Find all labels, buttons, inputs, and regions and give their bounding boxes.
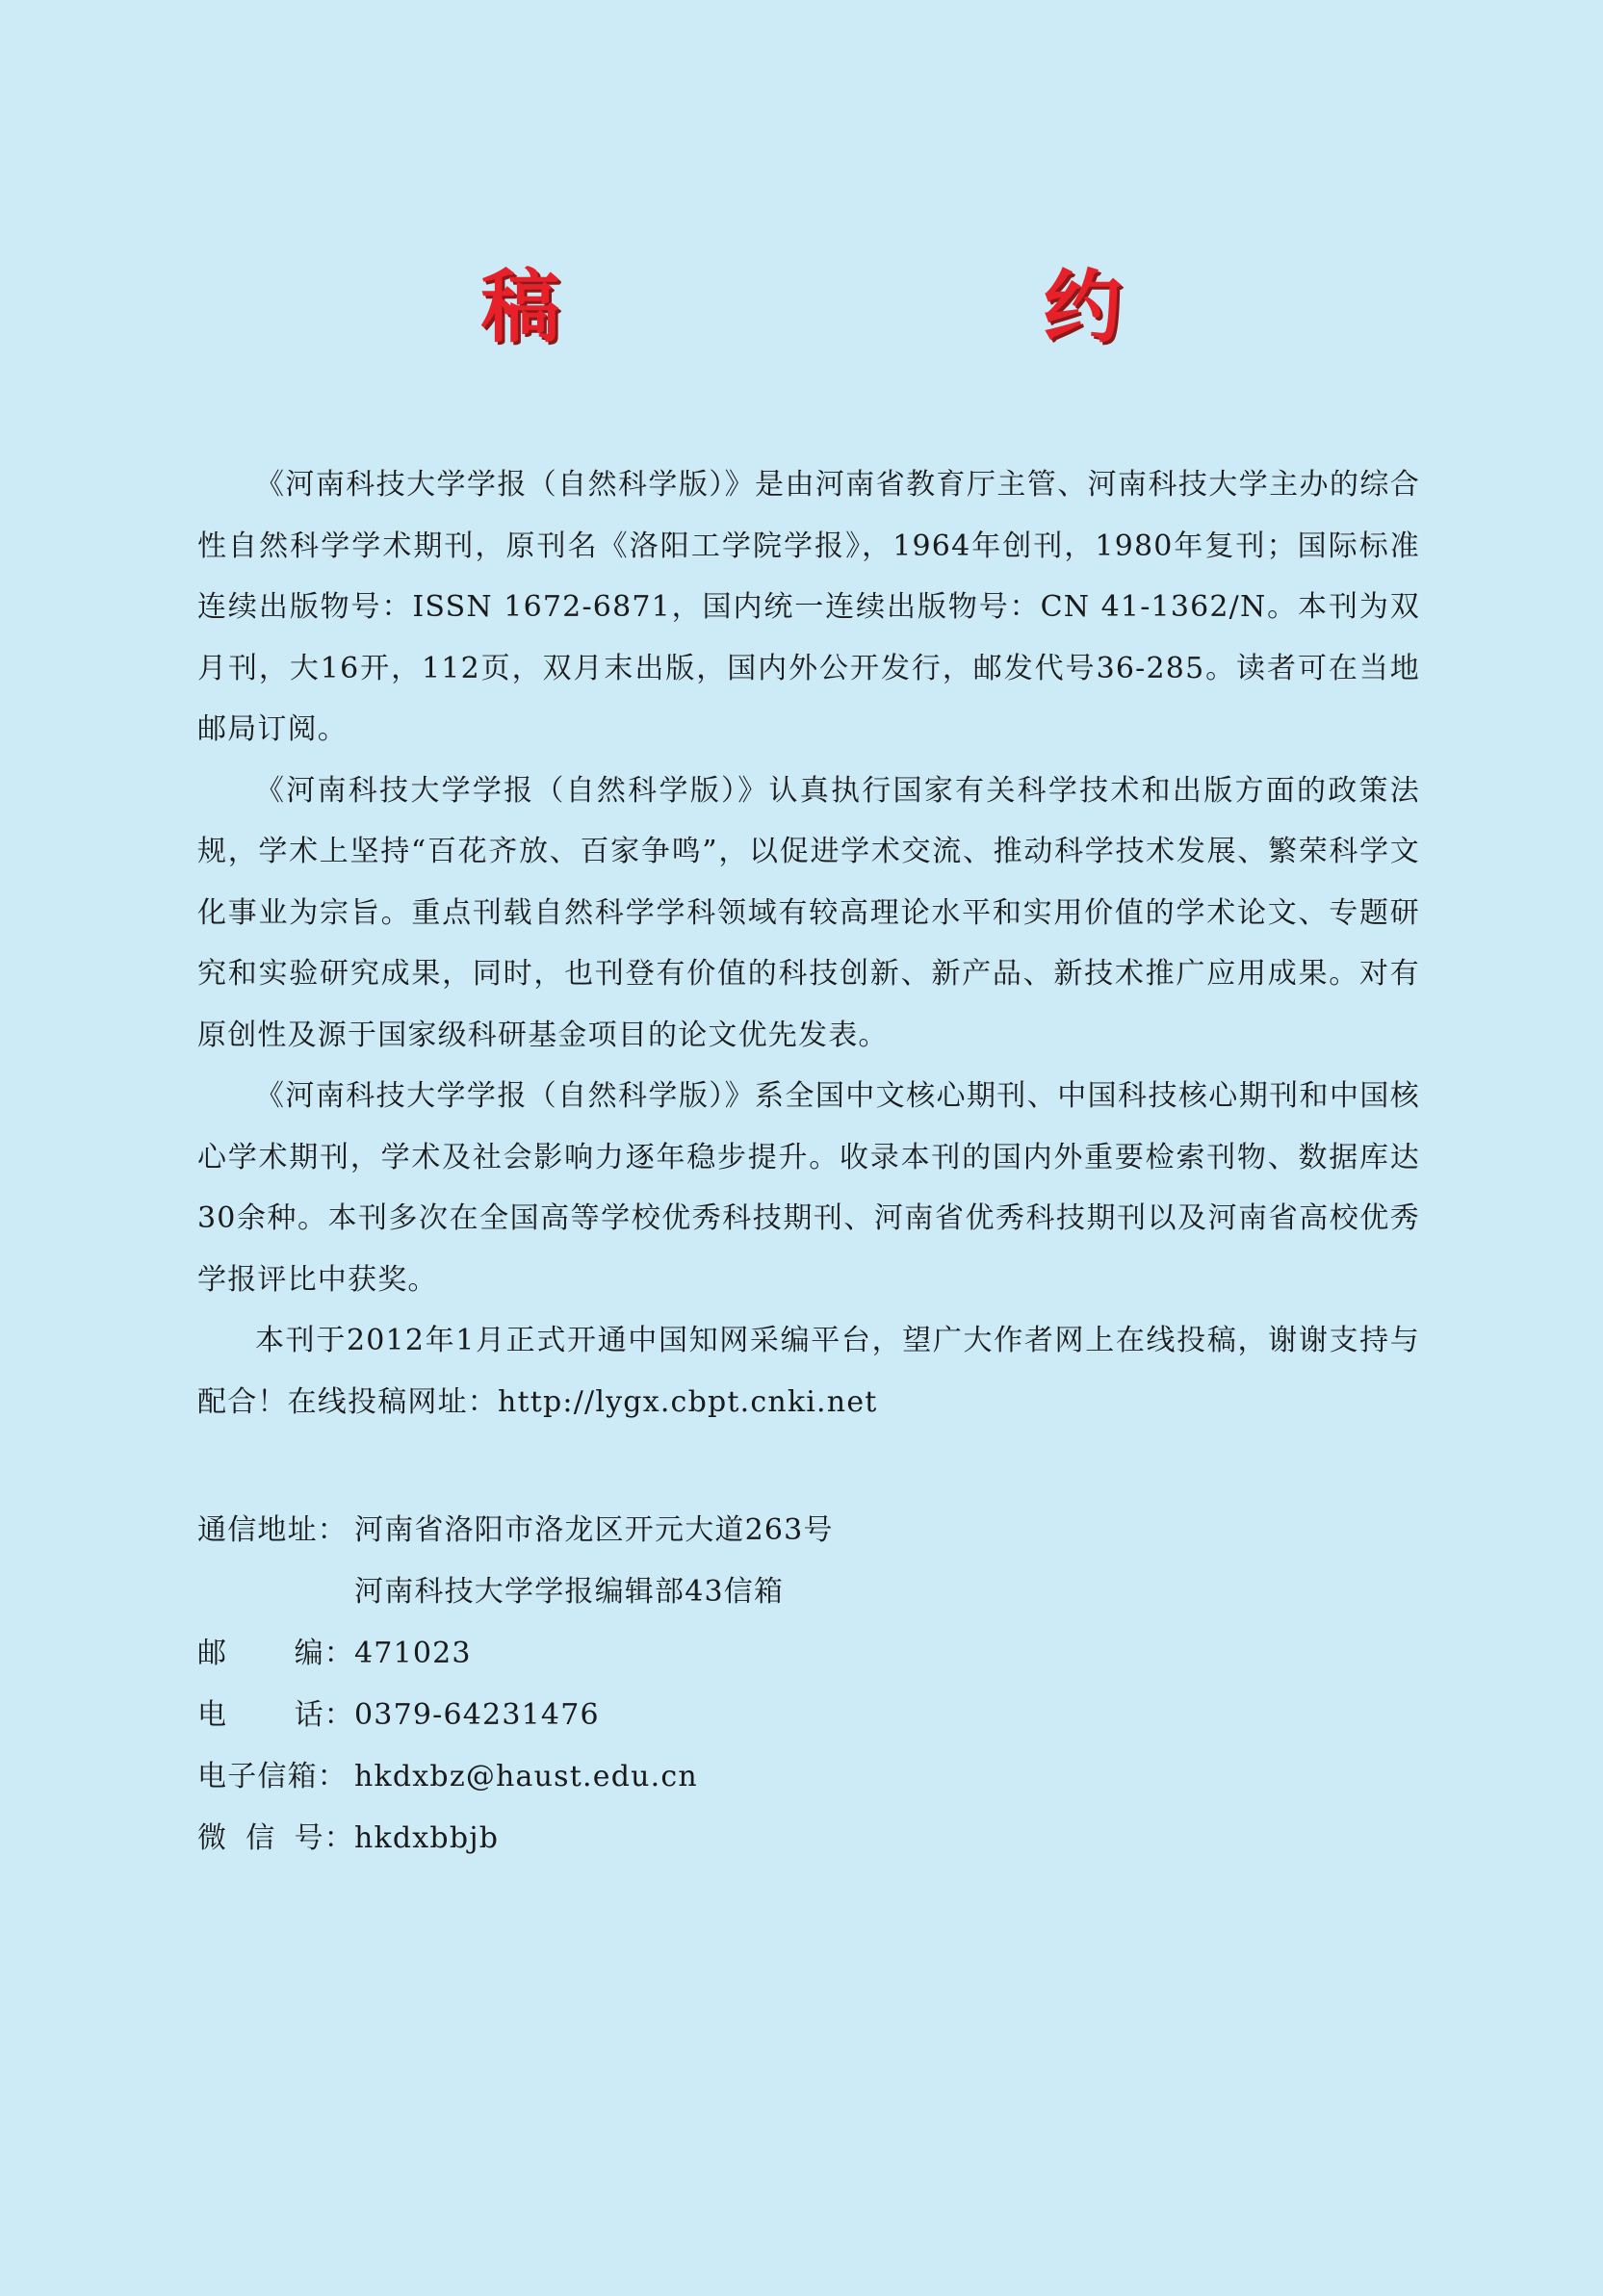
email-row <box>197 1746 1420 1808</box>
phone-row <box>197 1685 1420 1746</box>
zip-label: 邮 编： <box>197 1637 354 1670</box>
address-line-1: 河南省洛阳市洛龙区开元大道263号 <box>354 1513 834 1547</box>
wechat-label: 微 信 号： <box>197 1821 354 1855</box>
email-value: hkdxbz@haust.edu.cn <box>354 1760 698 1793</box>
wechat-value: hkdxbbjb <box>354 1821 500 1855</box>
address-label: 通信地址： <box>197 1513 348 1547</box>
paragraph-policy: 《河南科技大学学报（自然科学版）》认真执行国家有关科学技术和出版方面的政策法规，学术上坚持“百花齐放、百家争鸣”，以促进学术交流、推动科学技术发展、繁荣科学文化事业为宗旨。重点刊载自然科学学科领域有较高理论水平和实用价值的学术论文、专题研究和实验研究成果，同时，也刊登有价值的科技创新、新产品、新技术推广应用成果。对有原创性及源于国家级科研基金项目的论文优先发表。 <box>197 773 1420 1052</box>
paragraph-intro: 《河南科技大学学报（自然科学版）》是由河南省教育厅主管、河南科技大学主办的综合性自然科学学术期刊，原刊名《洛阳工学院学报》，1964年创刊，1980年复刊；国际标准连续出版物号：ISSN 1672-6871，国内统一连续出版物号：CN 41-1362/N。本刊为双月刊，大16开，112页，双月末出版，国内外公开发行，邮发代号36-285。读者可在当地邮局订阅。 <box>197 468 1420 746</box>
zip-value: 471023 <box>354 1637 472 1670</box>
page-title: 稿 约 <box>480 262 1325 353</box>
phone-value: 0379-64231476 <box>354 1698 600 1732</box>
address-row-2 <box>197 1561 1420 1623</box>
paragraph-indexing: 《河南科技大学学报（自然科学版）》系全国中文核心期刊、中国科技核心期刊和中国核心学术期刊，学术及社会影响力逐年稳步提升。收录本刊的国内外重要检索刊物、数据库达30余种。本刊多次在全国高等学校优秀科技期刊、河南省优秀科技期刊以及河南省高校优秀学报评比中获奖。 <box>197 1079 1420 1297</box>
phone-label: 电 话： <box>197 1698 354 1732</box>
address-row <box>197 1500 1420 1561</box>
address-line-2: 河南科技大学学报编辑部43信箱 <box>354 1575 785 1609</box>
email-label: 电子信箱： <box>197 1760 348 1793</box>
paragraph-submission: 本刊于2012年1月正式开通中国知网采编平台，望广大作者网上在线投稿，谢谢支持与配合！在线投稿网址：http://lygx.cbpt.cnki.net <box>197 1324 1420 1419</box>
contact-info <box>197 1500 1420 1870</box>
zip-row <box>197 1623 1420 1685</box>
wechat-row <box>197 1808 1420 1870</box>
notice-body <box>197 454 1420 1432</box>
